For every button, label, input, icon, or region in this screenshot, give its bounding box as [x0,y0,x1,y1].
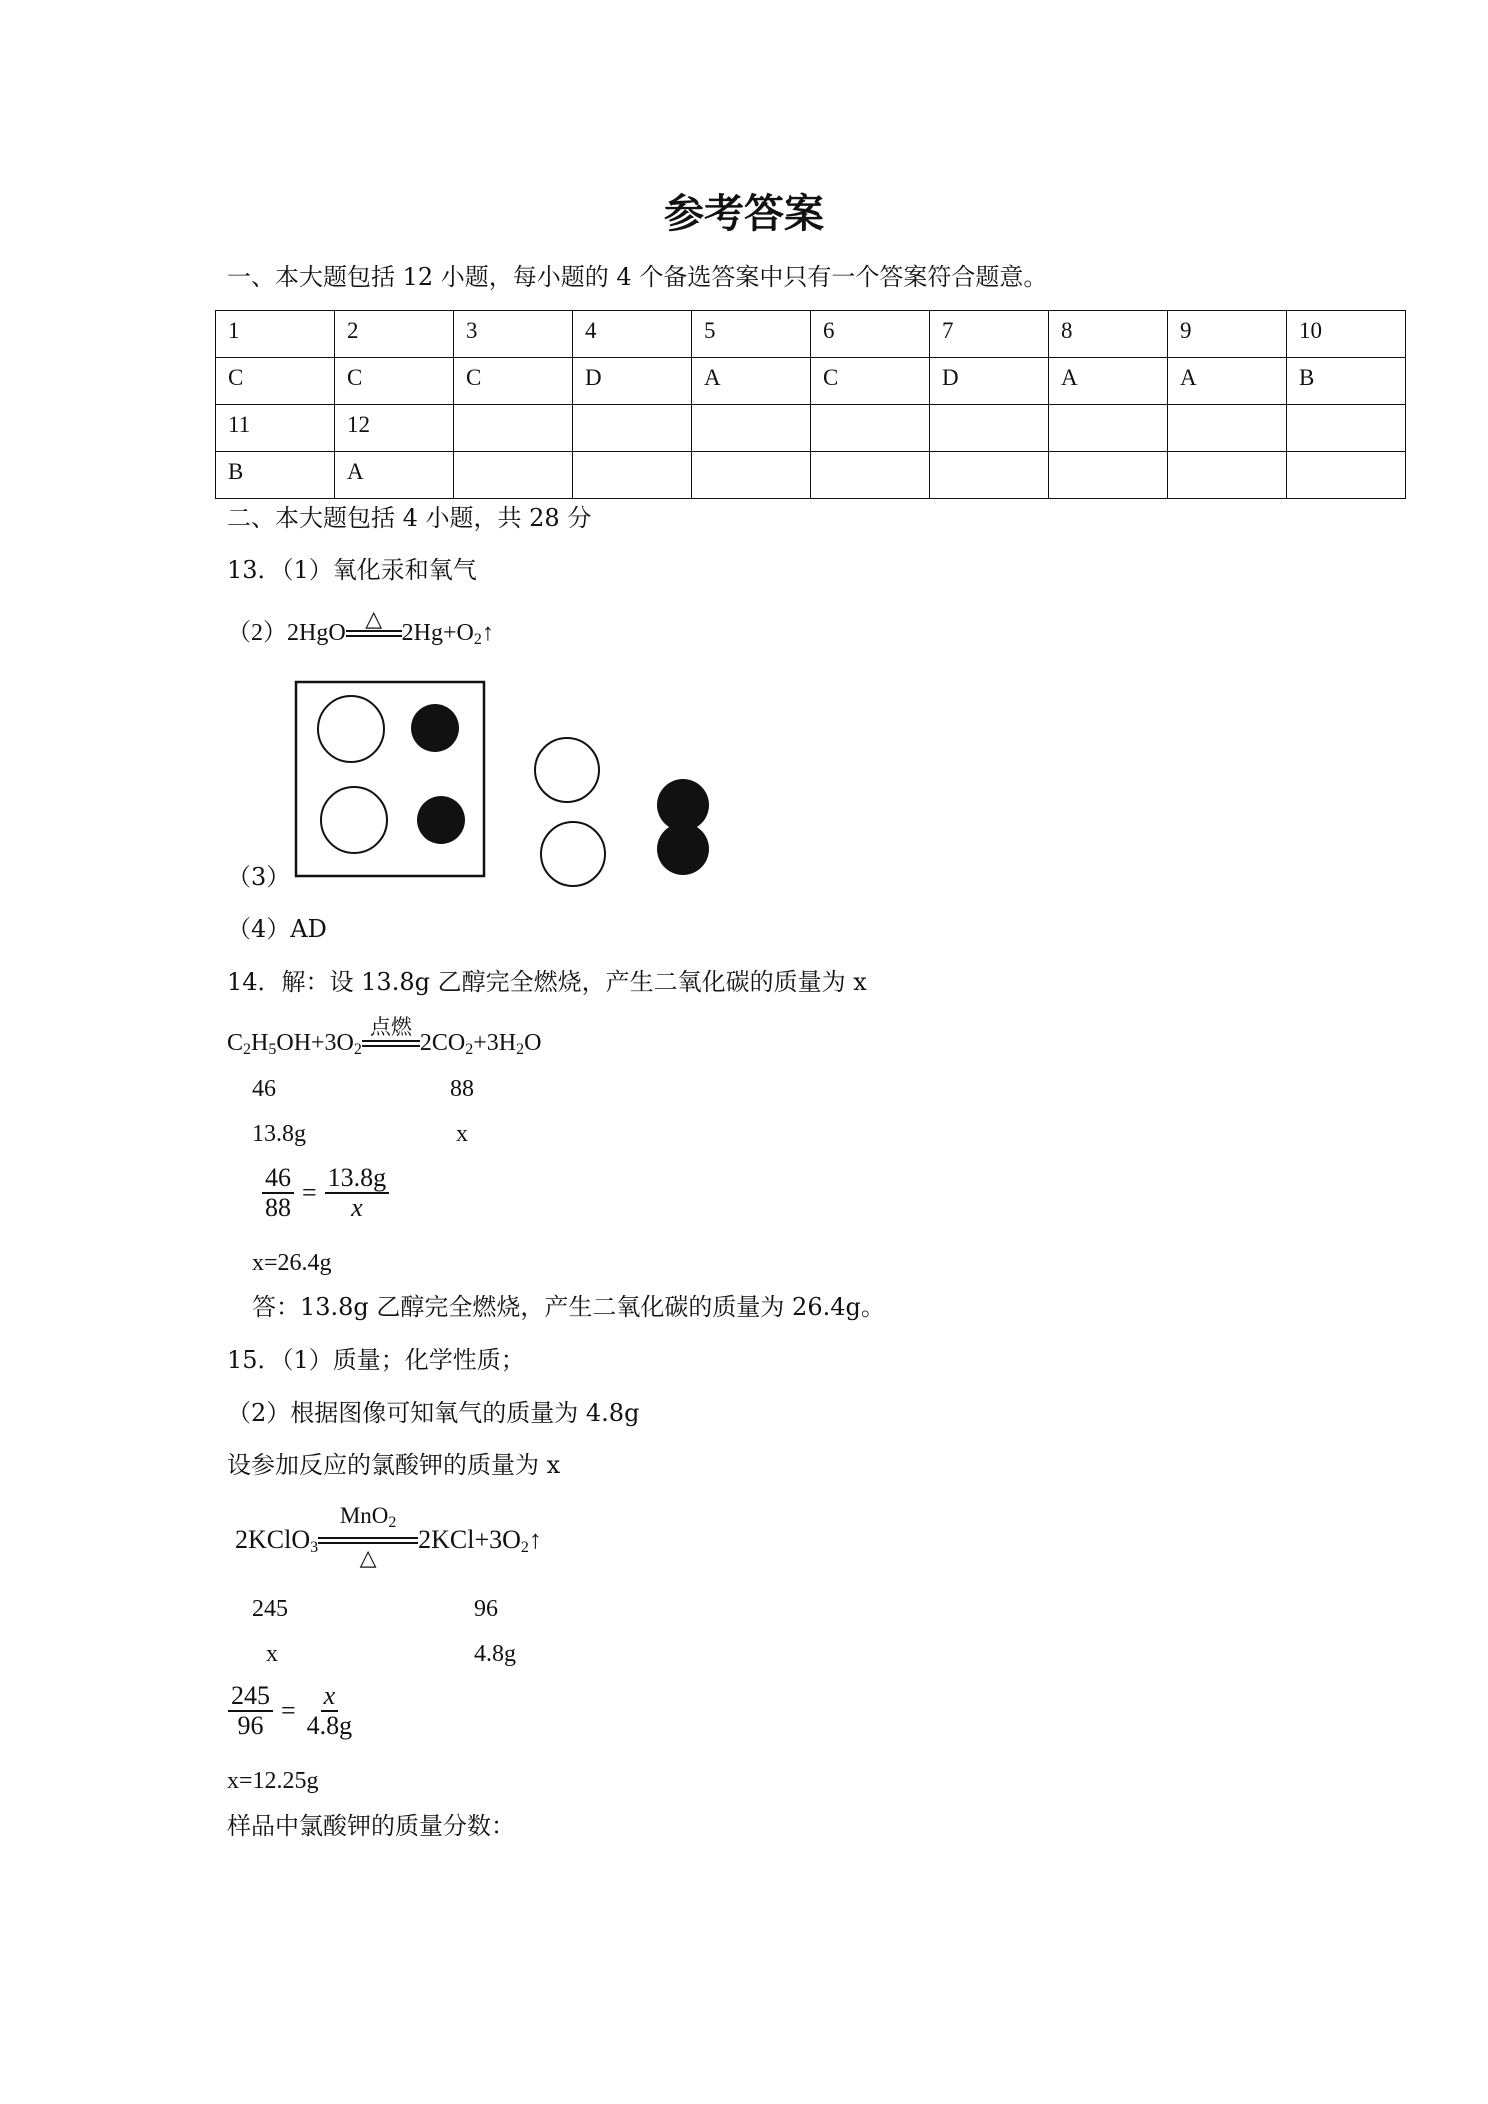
table-cell: 12 [335,405,454,452]
equation-product: 2Hg+O [401,620,474,646]
equation-condition [346,606,402,648]
q15-proportion [228,1682,355,1740]
equation-product: $2CO_2+3H_2O$ [419,1030,542,1058]
equals-sign: = [281,1696,296,1725]
equation-reactant: 2KClO$_3$ [235,1525,319,1556]
q15-result: x=12.25g [227,1768,319,1794]
table-cell: B [1287,358,1406,405]
q14-result: x=26.4g [252,1250,332,1276]
molecule-diagram [290,678,870,888]
table-cell [811,405,930,452]
table-cell: 2 [335,311,454,358]
table-cell [454,452,573,499]
table-cell [1049,405,1168,452]
table-row [216,452,1406,499]
table-cell [692,452,811,499]
table-cell: 11 [216,405,335,452]
table-cell: D [930,358,1049,405]
equation-reactant: 2HgO [287,620,346,646]
equation-condition [318,1503,418,1570]
equation-product: $2KCl+3O_2↑$ [418,1525,542,1556]
mercury-atom-black [417,796,465,844]
table-cell [573,452,692,499]
mercury-atom-black [411,704,459,752]
table-cell [692,405,811,452]
molar-mass-left: 245 [252,1596,288,1622]
section-1-heading: 一、本大题包括 12 小题，每小题的 4 个备选答案中只有一个答案符合题意。 [227,263,1048,291]
table-cell: 1 [216,311,335,358]
equation-condition [362,1015,420,1058]
heat-triangle-icon: △ [359,1545,377,1570]
q15-fraction-line: 样品中氯酸钾的质量分数： [227,1812,515,1840]
oxygen-molecule-atom [657,823,709,875]
table-cell: A [692,358,811,405]
table-cell: A [1168,358,1287,405]
table-cell [573,405,692,452]
q15-part1: 15．（1）质量；化学性质； [227,1346,525,1374]
table-cell: 4 [573,311,692,358]
subscript: 2 [473,631,482,648]
q15-setup: 设参加反应的氯酸钾的质量为 x [227,1451,561,1479]
fraction-denominator: x [351,1193,363,1222]
table-row [216,311,1406,358]
fraction-numerator: 13.8g [325,1164,390,1194]
table-cell: 7 [930,311,1049,358]
answer-table [215,310,1406,499]
page-title: 参考答案 [664,191,824,237]
molar-mass-right: 88 [450,1076,474,1102]
fraction-numerator: 46 [262,1164,294,1194]
q14-proportion [262,1164,389,1222]
table-cell: C [811,358,930,405]
table-cell: C [454,358,573,405]
oxygen-atom-white [318,696,384,762]
table-cell: 6 [811,311,930,358]
table-row [216,358,1406,405]
given-mass-left: x [266,1641,278,1667]
fraction-denominator: 96 [237,1711,264,1740]
table-cell [1168,405,1287,452]
q13-part3-label: （3） [227,863,291,891]
q14-intro: 14．解：设 13.8g 乙醇完全燃烧，产生二氧化碳的质量为 x [227,968,867,996]
section-2-heading: 二、本大题包括 4 小题，共 28 分 [227,504,592,532]
table-cell [1168,452,1287,499]
table-cell: 8 [1049,311,1168,358]
table-cell: 3 [454,311,573,358]
table-cell [930,452,1049,499]
table-cell [454,405,573,452]
mercury-atom-white [535,738,599,802]
table-cell [1049,452,1168,499]
table-row [216,405,1406,452]
table-cell: 10 [1287,311,1406,358]
q13-part4: （4）AD [227,915,327,943]
given-mass-right: 4.8g [474,1641,516,1667]
table-cell [811,452,930,499]
q14-equation [227,1015,542,1058]
q13-equation [227,606,494,648]
fraction-denominator: 88 [265,1193,291,1222]
fraction-numerator: x [321,1682,339,1712]
table-cell: B [216,452,335,499]
table-cell [930,405,1049,452]
q13-part1: 13．（1）氧化汞和氧气 [227,556,477,584]
catalyst-label: MnO$_2$ [339,1503,397,1531]
fraction-numerator: 245 [228,1682,273,1712]
fraction-denominator: 4.8g [306,1711,353,1740]
mercury-atom-white [541,822,605,886]
equals-sign: = [302,1178,317,1207]
given-mass-right: x [456,1121,468,1147]
table-cell: A [335,452,454,499]
equation-reactant: $C_2H_5OH+3O_2$ [227,1030,362,1058]
table-cell [1287,452,1406,499]
q14-answer: 答：13.8g 乙醇完全燃烧，产生二氧化碳的质量为 26.4g。 [252,1293,885,1321]
table-cell: C [335,358,454,405]
table-cell: D [573,358,692,405]
table-cell: 5 [692,311,811,358]
q15-part2: （2）根据图像可知氧气的质量为 4.8g [227,1399,640,1427]
ignition-label: 点燃 [369,1015,412,1039]
q13-part2-label: （2） [227,620,287,646]
molar-mass-left: 46 [252,1076,276,1102]
oxygen-atom-white [321,787,387,853]
molar-mass-right: 96 [474,1596,498,1622]
gas-arrow-icon: ↑ [481,620,494,646]
table-cell: C [216,358,335,405]
table-cell [1287,405,1406,452]
table-cell: 9 [1168,311,1287,358]
given-mass-left: 13.8g [252,1121,306,1147]
heat-triangle-icon: △ [365,606,383,631]
table-cell: A [1049,358,1168,405]
q15-equation [235,1503,542,1570]
